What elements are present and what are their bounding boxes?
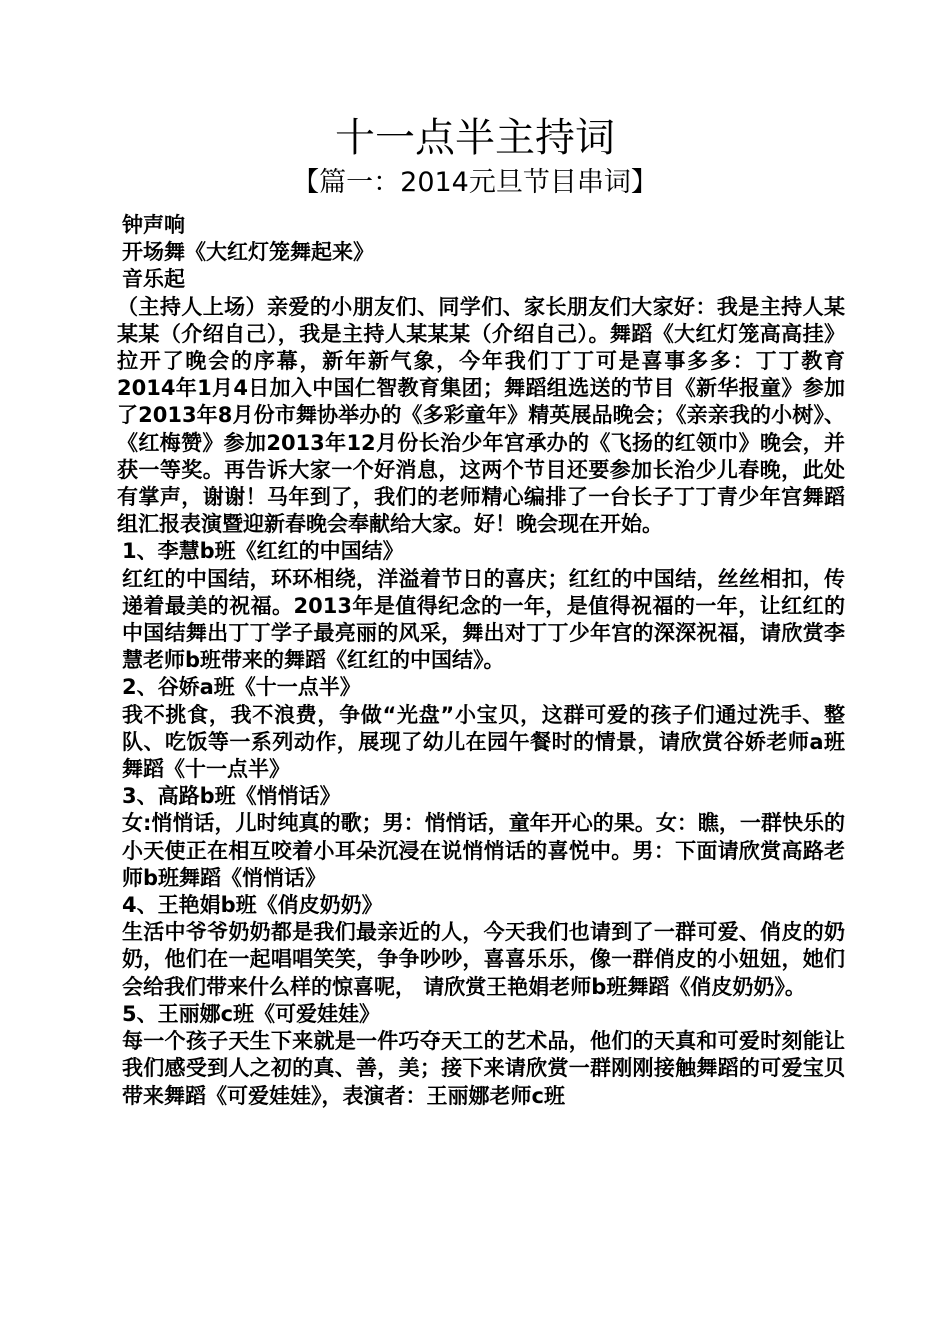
paragraph-host-intro: （主持人上场）亲爱的小朋友们、同学们、家长朋友们大家好：我是主持人某某某（介绍自己），我是主持人某某某（介绍自己）。舞蹈《大红灯笼高高挂》拉开了晚会的序幕，新年新气象，今年我们丁丁可是喜事多多：丁丁教育2014年1月4日加入中国仁智教育集团；舞蹈组选送的节目《新华报童》参加了2013年8月份市舞协举办的《多彩童年》精英展品晚会；《亲亲我的小树》、《红梅赞》参加2013年12月份长治少年宫承办的《飞扬的红领巾》晚会，并获一等奖。再告诉大家一个好消息，这两个节目还要参加长治少儿春晚，此处有掌声，谢谢！马年到了，我们的老师精心编排了一台长子丁丁青少年宫舞蹈组汇报表演暨迎新春晚会奉献给大家。好！晚会现在开始。: [117, 294, 845, 537]
line-music: 音乐起: [122, 267, 185, 292]
document-title: 十一点半主持词: [335, 115, 615, 161]
program-heading-3: 3、高路b班《悄悄话》: [122, 784, 341, 809]
program-text-3: 女:悄悄话，儿时纯真的歌；男：悄悄话，童年开心的果。女：瞧，一群快乐的小天使正在相互咬着小耳朵沉浸在说悄悄话的喜悦中。男：下面请欣赏高路老师b班舞蹈《悄悄话》: [122, 811, 845, 890]
document-subtitle: 【篇一：2014元旦节目串词】: [292, 167, 658, 198]
program-text-1: 红红的中国结，环环相绕，洋溢着节日的喜庆；红红的中国结，丝丝相扣，传递着最美的祝福。2013年是值得纪念的一年，是值得祝福的一年，让红红的中国结舞出丁丁学子最亮丽的风采，舞出对丁丁少年宫的深深祝福，请欣赏李慧老师b班带来的舞蹈《红红的中国结》。: [122, 566, 845, 673]
program-heading-2: 2、谷娇a班《十一点半》: [122, 675, 361, 700]
program-text-2: 我不挑食，我不浪费，争做“光盘”小宝贝，这群可爱的孩子们通过洗手、整队、吃饭等一系列动作，展现了幼儿在园午餐时的情景，请欣赏谷娇老师a班舞蹈《十一点半》: [122, 702, 845, 782]
program-heading-4: 4、王艳娟b班《俏皮奶奶》: [122, 893, 383, 918]
program-text-4: 生活中爷爷奶奶都是我们最亲近的人，今天我们也请到了一群可爱、俏皮的奶奶，他们在一起唱唱笑笑，争争吵吵，喜喜乐乐，像一群俏皮的小妞妞，她们会给我们带来什么样的惊喜呢， 请欣赏王艳娟老师b班舞蹈《俏皮奶奶》。: [122, 920, 845, 999]
line-opening-dance: 开场舞《大红灯笼舞起来》: [122, 240, 374, 265]
program-heading-1: 1、李慧b班《红红的中国结》: [122, 539, 404, 564]
program-text-5: 每一个孩子天生下来就是一件巧夺天工的艺术品，他们的天真和可爱时刻能让我们感受到人之初的真、善，美；接下来请欣赏一群刚刚接触舞蹈的可爱宝贝带来舞蹈《可爱娃娃》，表演者：王丽娜老师c班: [122, 1029, 845, 1108]
document-body: [117, 212, 845, 1110]
program-heading-5: 5、王丽娜c班《可爱娃娃》: [122, 1001, 381, 1026]
line-bell: 钟声响: [122, 213, 185, 237]
